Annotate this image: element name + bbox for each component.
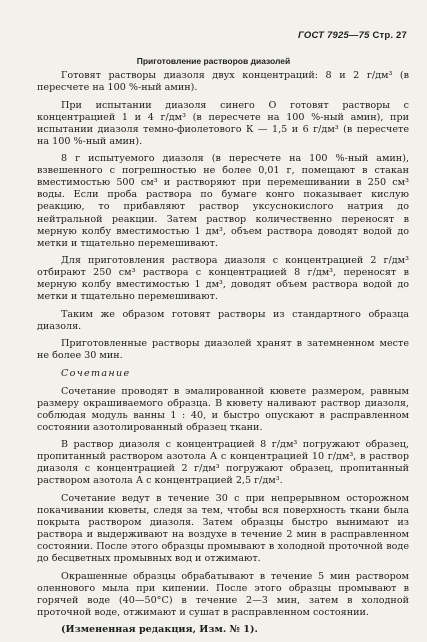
paragraph: 8 г испытуемого диазоля (в пересчете на 100 %-ный амин), взвешенного с погрешностью не более 0,01 г, помещают в стакан вместимостью 500 см³ и растворяют при перемешивании в 250 см³ воды. Если проба раствора по бумаге конго показывает кислую реакцию, то прибавляют раствор уксуснокислого натрия до нейтральной реакции. Затем раствор количественно переносят в мерную колбу вместимостью 1 дм³, объем раствора доводят водой до метки и тщательно перемешивают.: [37, 153, 409, 249]
revision-note: (Измененная редакция, Изм. № 1).: [61, 624, 258, 636]
page-header: [298, 30, 407, 41]
paragraph: Сочетание ведут в течение 30 с при непрерывном осторожном покачивании кюветы, следя за тем, чтобы вся поверхность ткани была покрыта раствором диазоля. Затем образцы быстро вынимают из раствора и выдерживают на воздухе в течение 2 мин в расправленном состоянии. После этого образцы промывают в холодной проточной воде до бесцветных промывных вод и отжимают.: [37, 492, 409, 565]
paragraph: Готовят растворы диазоля двух концентраций: 8 и 2 г/дм³ (в пересчете на 100 %-ный амин).: [37, 70, 409, 94]
document-body: [37, 70, 409, 642]
paragraph: Для приготовления раствора диазоля с концентрацией 2 г/дм³ отбирают 250 см³ раствора с концентрацией 8 г/дм³, переносят в мерную колбу вместимостью 1 дм³, доводят объем раствора водой до метки и тщательно перемешивают.: [37, 255, 409, 303]
paragraph: Окрашенные образцы обрабатывают в течение 5 мин раствором оленнового мыла при кипении. После этого образцы промывают в горячей воде (40—50°С) в течение 2—3 мин, затем в холодной проточной воде, отжимают и сушат в расправленном состоянии.: [37, 570, 409, 618]
section-heading: Приготовление растворов диазолей: [136, 56, 291, 66]
paragraph: В раствор диазоля с концентрацией 8 г/дм³ погружают образец, пропитанный раствором азотола А с концентрацией 10 г/дм³, в раствор диазоля с концентрацией 2 г/дм³ погружают образец, пропитанный раствором азотола А с концентрацией 2,5 г/дм³.: [37, 439, 409, 487]
subsection-heading: Сочетание: [61, 368, 131, 380]
paragraph: Сочетание проводят в эмалированной кювете размером, равным размеру окрашиваемого образца. В кювету наливают раствор диазоля, соблюдая модуль ванны 1 : 40, и быстро опускают в расправленном состоянии азотолированный образец ткани.: [37, 385, 409, 433]
paragraph: Таким же образом готовят растворы из стандартного образца диазоля.: [37, 308, 409, 332]
standard-number: ГОСТ 7925—75: [297, 30, 370, 41]
paragraph: При испытании диазоля синего О готовят растворы с концентрацией 1 и 4 г/дм³ (в пересчете на 100 %-ный амин), при испытании диазоля темно-фиолетового К — 1,5 и 6 г/дм³ (в пересчете на 100 %-ный амин).: [37, 99, 409, 147]
paragraph: Приготовленные растворы диазолей хранят в затемненном месте не более 30 мин.: [37, 338, 409, 362]
page-number: Стр. 27: [372, 30, 407, 41]
